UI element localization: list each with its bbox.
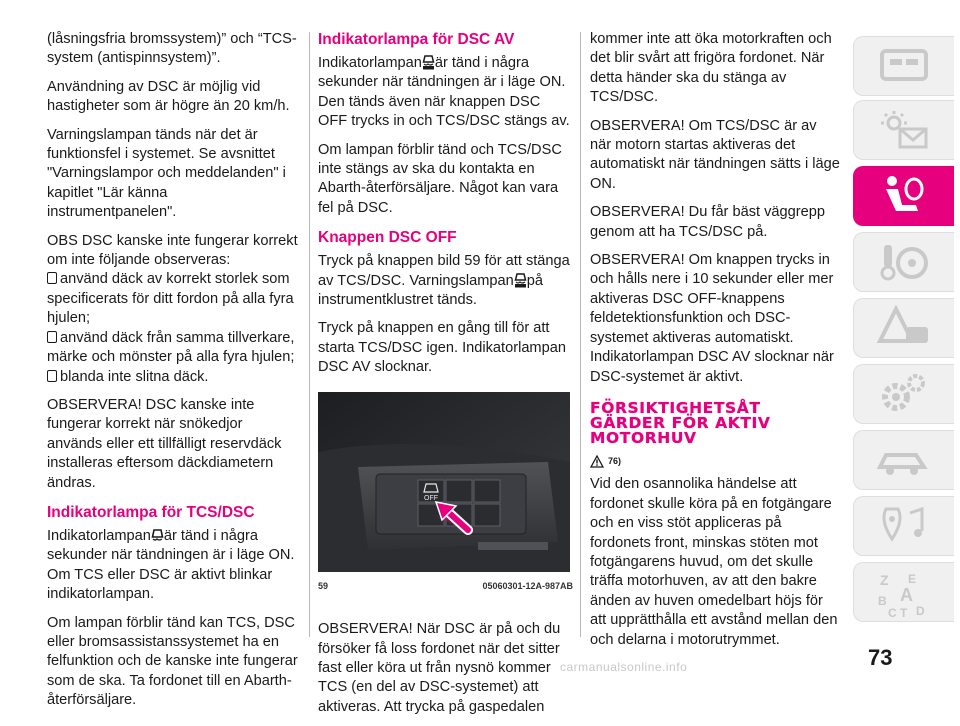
car-dashboard-icon bbox=[876, 43, 932, 89]
index-letter: C bbox=[888, 606, 897, 619]
bullet-icon bbox=[47, 370, 57, 382]
bullet-icon bbox=[47, 331, 57, 343]
tcs-lamp-icon bbox=[151, 528, 164, 543]
paragraph: Tryck på knappen en gång till för att starta TCS/DSC igen. Indikatorlampan DSC AV slocknar. bbox=[318, 320, 566, 376]
paragraph bbox=[47, 232, 299, 387]
car-wrench-icon bbox=[876, 437, 932, 483]
section-heading: Knappen DSC OFF bbox=[318, 229, 457, 247]
figure-number: 59 bbox=[318, 580, 329, 591]
bullet-text: använd däck från samma tillverkare, märke och mönster på alla fyra hjulen; bbox=[47, 329, 295, 366]
column-divider bbox=[309, 32, 310, 637]
paragraph bbox=[318, 54, 573, 132]
paragraph: OBSERVERA! Om knappen trycks in och hålls nere i 10 sekunder eller mer aktiveras DSC OFF-knappens feldetektionsfunktion och DSC-systemet aktiveras automatiskt. Indikatorlampan DSC AV slocknar när DSC-systemet är aktivt. bbox=[590, 252, 834, 385]
button-label: OFF bbox=[424, 494, 438, 502]
tab-index[interactable] bbox=[853, 562, 954, 622]
text: är tänd i några sekunder när tändningen är i läge ON. Den tänds även när knappen DSC OFF trycks in och TCS/DSC stängs av. bbox=[318, 55, 570, 130]
dsc-off-lamp-icon bbox=[422, 55, 435, 70]
index-letter: Z bbox=[880, 572, 889, 588]
paragraph: kommer inte att öka motorkraften och det blir svårt att frigöra fordonet. När detta händer ska du stänga av TCS/DSC. bbox=[590, 31, 832, 106]
paragraph bbox=[318, 252, 573, 310]
column-divider bbox=[580, 32, 581, 637]
watermark: carmanualsonline.info bbox=[560, 660, 688, 674]
paragraph: OBSERVERA! DSC kanske inte fungerar korrekt när snökedjor används eller ett tillfälligt reservdäck installeras eftersom däckdiametern ändras. bbox=[47, 396, 282, 491]
section-heading: Indikatorlampa för TCS/DSC bbox=[47, 503, 255, 521]
paragraph: Vid den osannolika händelse att fordonet skulle köra på en fotgängare och en viss stöt appliceras på fordonets front, minskas stöten mot fotgängarens huvud, om det skulle träffa motorhuven, av att den bakre änden av huven omedelbart höjs för att upprätthålla ett avstånd mellan den och delarna i motorutrymmet. bbox=[590, 476, 838, 648]
paragraph: Om lampan förblir tänd kan TCS, DSC eller bromsassistanssystemet ha en felfunktion och de kanske inte fungerar som de ska. Ta fordonet till en Abarth-återförsäljare. bbox=[47, 614, 298, 709]
text: Indikatorlampan bbox=[318, 55, 422, 71]
paragraph: OBSERVERA! När DSC är på och du försöker få loss fordonet när det sitter fast eller köra ut från nysnö kommer TCS (en del av DSC-systemet) att aktiveras. Att trycka på gaspedalen bbox=[318, 621, 561, 715]
text: Indikatorlampan bbox=[47, 527, 151, 544]
text: Tryck på knappen bild 59 för att stänga av TCS/DSC. Varningslampan bbox=[318, 253, 570, 289]
bullet-icon bbox=[47, 272, 57, 284]
index-letter: B bbox=[878, 594, 887, 608]
tab-safety[interactable] bbox=[853, 166, 954, 226]
text: OBS DSC kanske inte fungerar korrekt om inte följande observeras: bbox=[47, 232, 298, 269]
text: är tänd i några sekunder när tändningen är i läge ON. Om TCS eller DSC är aktivt blinkar indikatorlampan. bbox=[47, 527, 295, 603]
bullet-text: blanda inte slitna däck. bbox=[60, 368, 209, 385]
airbag-seat-icon bbox=[876, 173, 932, 219]
tab-warning-lights[interactable] bbox=[853, 100, 954, 160]
paragraph: OBSERVERA! Du får bäst väggrepp genom att ha TCS/DSC på. bbox=[590, 204, 825, 240]
column-2 bbox=[318, 30, 573, 726]
column-3 bbox=[590, 30, 840, 659]
figure-caption bbox=[318, 577, 573, 596]
warning-triangle-car-icon bbox=[876, 305, 932, 351]
index-letter: T bbox=[900, 606, 908, 619]
dashboard-photo bbox=[318, 392, 570, 572]
tab-maintenance[interactable] bbox=[853, 364, 954, 424]
tab-starting-driving[interactable] bbox=[853, 232, 954, 292]
alphabet-index-icon bbox=[876, 569, 932, 619]
index-letter: A bbox=[900, 585, 913, 605]
warning-reference bbox=[590, 452, 840, 471]
paragraph bbox=[47, 527, 299, 605]
index-letter: D bbox=[916, 604, 925, 618]
warning-ref-number: 76) bbox=[608, 455, 622, 466]
tab-emergency[interactable] bbox=[853, 298, 954, 358]
paragraph: Användning av DSC är möjlig vid hastigheter som är högre än 20 km/h. bbox=[47, 78, 290, 115]
paragraph: Om lampan förblir tänd och TCS/DSC inte stängs av ska du kontakta en Abarth-återförsäljare. Något kan vara fel på DSC. bbox=[318, 141, 562, 216]
column-1 bbox=[47, 30, 299, 720]
warning-triangle-icon bbox=[590, 455, 604, 468]
bullet-text: använd däck av korrekt storlek som specificerats för ditt fordon på alla fyra hjulen; bbox=[47, 271, 294, 327]
dsc-off-lamp-icon bbox=[514, 273, 527, 288]
lamp-message-icon bbox=[876, 107, 932, 153]
music-navigation-icon bbox=[876, 503, 932, 549]
page-number: 73 bbox=[868, 645, 893, 670]
key-steering-icon bbox=[876, 239, 932, 285]
index-letter: E bbox=[908, 572, 917, 586]
tab-dashboard[interactable] bbox=[853, 36, 954, 96]
tab-technical-data[interactable] bbox=[853, 430, 954, 490]
section-heading: Indikatorlampa för DSC AV bbox=[318, 31, 515, 48]
figure-dsc-off-button bbox=[318, 392, 570, 572]
figure-code: 05060301-12A-987AB bbox=[482, 580, 573, 591]
warning-heading: FÖRSIKTIGHETSÅT GÄRDER FÖR AKTIV MOTORHUV bbox=[590, 398, 771, 447]
paragraph: Varningslampan tänds när det är funktionsfel i systemet. Se avsnittet "Varningslampor och meddelanden" i kapitlet "Lär känna instrumentpanelen". bbox=[47, 126, 286, 221]
tab-multimedia[interactable] bbox=[853, 496, 954, 556]
gears-icon bbox=[876, 371, 932, 417]
paragraph: OBSERVERA! Om TCS/DSC är av när motorn startas aktiveras det automatiskt när tändningen sätts i läge ON. bbox=[590, 117, 840, 192]
paragraph: (låsningsfria bromssystem)” och “TCS-system (antispinnsystem)”. bbox=[47, 31, 297, 67]
text: på instrumentklustret tänds. bbox=[318, 272, 543, 309]
